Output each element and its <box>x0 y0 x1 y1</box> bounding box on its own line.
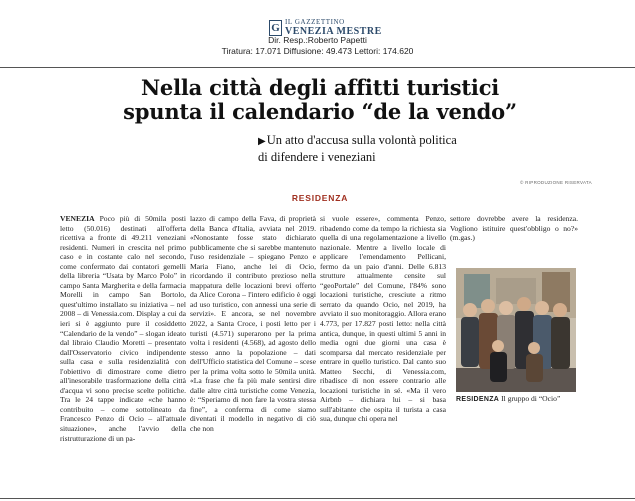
section-label: RESIDENZA <box>291 193 349 203</box>
director-line: Dir. Resp.:Roberto Papetti <box>268 35 367 45</box>
masthead-name: VENEZIA MESTRE <box>285 26 382 37</box>
article-column-1 <box>60 214 186 443</box>
reproduction-note-top: © RIPRODUZIONE RISERVATA <box>520 180 592 185</box>
column-3-text: si vuole essere», commenta Penzo, ribadendo come da tempo la richiesta sia quella di una regolamentazione a livello nazionale. Mentre a livello locale di applicare l'emendamento Pellicani, fermo da un paio d'anni. Delle 6.813 strutture attualmente censite sul “geoPortale” del Comune, l'84% sono locazioni turistiche, cresciute a ritmo serrato da quando Ocio, nel 2019, ha avviato il suo monitoraggio. Allora erano 4.773, per 17.827 posti letto: nella città antica, dunque, in questi ultimi 5 anni in media ogni due giorni una casa è scomparsa dal mercato residenziale per entrare in quello turistico. Dal canto suo Matteo Secchi, di Venessia.com, ribadisce di non essere contrario alle locazioni turistiche in sé. «Ma il vero Airbnb – dichiara lui – si basa sull'abitante che ospita il turista a casa sua, dunque chi opera nel <box>320 214 446 424</box>
headline-line-1: Nella città degli affitti turistici <box>140 75 500 100</box>
column-4-text: settore dovrebbe avere la residenza. Vogliono istituire quest'obbligo o no?» (m.gas.) <box>450 214 578 243</box>
headline-line-2: spunta il calendario “de la vendo” <box>123 99 517 124</box>
article-column-2 <box>190 214 316 434</box>
summary-arrow-icon: ▶ <box>258 136 266 147</box>
headline <box>60 76 580 124</box>
column-2-text: lazzo di campo della Fava, di proprietà della Banca d'Italia, avviata nel 2019. «Nonostante fosse stato dichiarato pubblicamente che si sarebbe mantenuto l'uso residenziale – spiegano Penzo e Maria Fiano, anche lei di Ocio, ricordando il contributo prezioso nella mappatura delle locazioni brevi offerto da Alice Corona – l'intero edificio è oggi ad uso turistico, con annessi una serie di servizi». E ancora, se nel novembre 2022, a Santa Croce, i posti letto per i turisti (4.571) superarono per la prima volta i residenti (4.568), ad agosto dello stesso anno la popolazione – dati dell'Ufficio statistica del Comune – scese per la prima volta sotto le 50mila unità. «La frase che fa più male sentirsi dire dalle altre città turistiche come Venezia, è: “Speriamo di non fare la vostra stessa fine”, a conferma di come siamo diventati il modello in negativo di ciò che non <box>190 214 316 434</box>
column-1-text: Poco più di 50mila posti letto (50.016) destinati all'offerta ricettiva a fronte di 49.211 veneziani residenti. Numeri in crescita nel primo caso e in costante calo nel secondo, come confermato dai contatori gemelli della libreria “Usata by Marco Polo” in campo Santa Margherita e della farmacia Morelli in campo San Bortolo, quest'ultimo installato su iniziativa – nel 2008 – di Venessia.com. Display a cui da ieri si è aggiunto pure il cosiddetto “Calendario de la vendo” – slogan ideato dal libraio Claudio Moretti – presentato dall'Osservatorio civico indipendente sulla casa e sulla residenzialità con l'obiettivo di dimostrare come dietro all'inesorabile trasformazione della città d'acqua vi sono precise scelte politiche. Tra le 24 tappe indicate «che hanno contribuito – come sottolineato da Francesco Penzo di Ocio – all'attuale situazione», anche l'avvio della ristrutturazione di un pa- <box>60 214 186 443</box>
caption-text: Il gruppo di “Ocio” <box>501 394 561 403</box>
summary-text: Un atto d'accusa sulla volontà politica di difendere i veneziani <box>258 133 457 164</box>
circulation-line: Tiratura: 17.071 Diffusione: 49.473 Lettori: 174.620 <box>221 46 414 56</box>
masthead-logo: G <box>269 20 282 36</box>
article-column-4 <box>450 214 578 243</box>
dateline: VENEZIA <box>60 214 95 223</box>
masthead-kicker: IL GAZZETTINO <box>285 18 345 26</box>
group-photo <box>456 268 576 392</box>
caption-label: RESIDENZA <box>456 396 500 403</box>
top-rule <box>0 67 635 68</box>
photo-caption <box>456 394 578 405</box>
group-photo-image <box>456 268 576 392</box>
article-column-3 <box>320 214 446 424</box>
summary <box>258 133 458 165</box>
bottom-rule <box>0 498 635 499</box>
